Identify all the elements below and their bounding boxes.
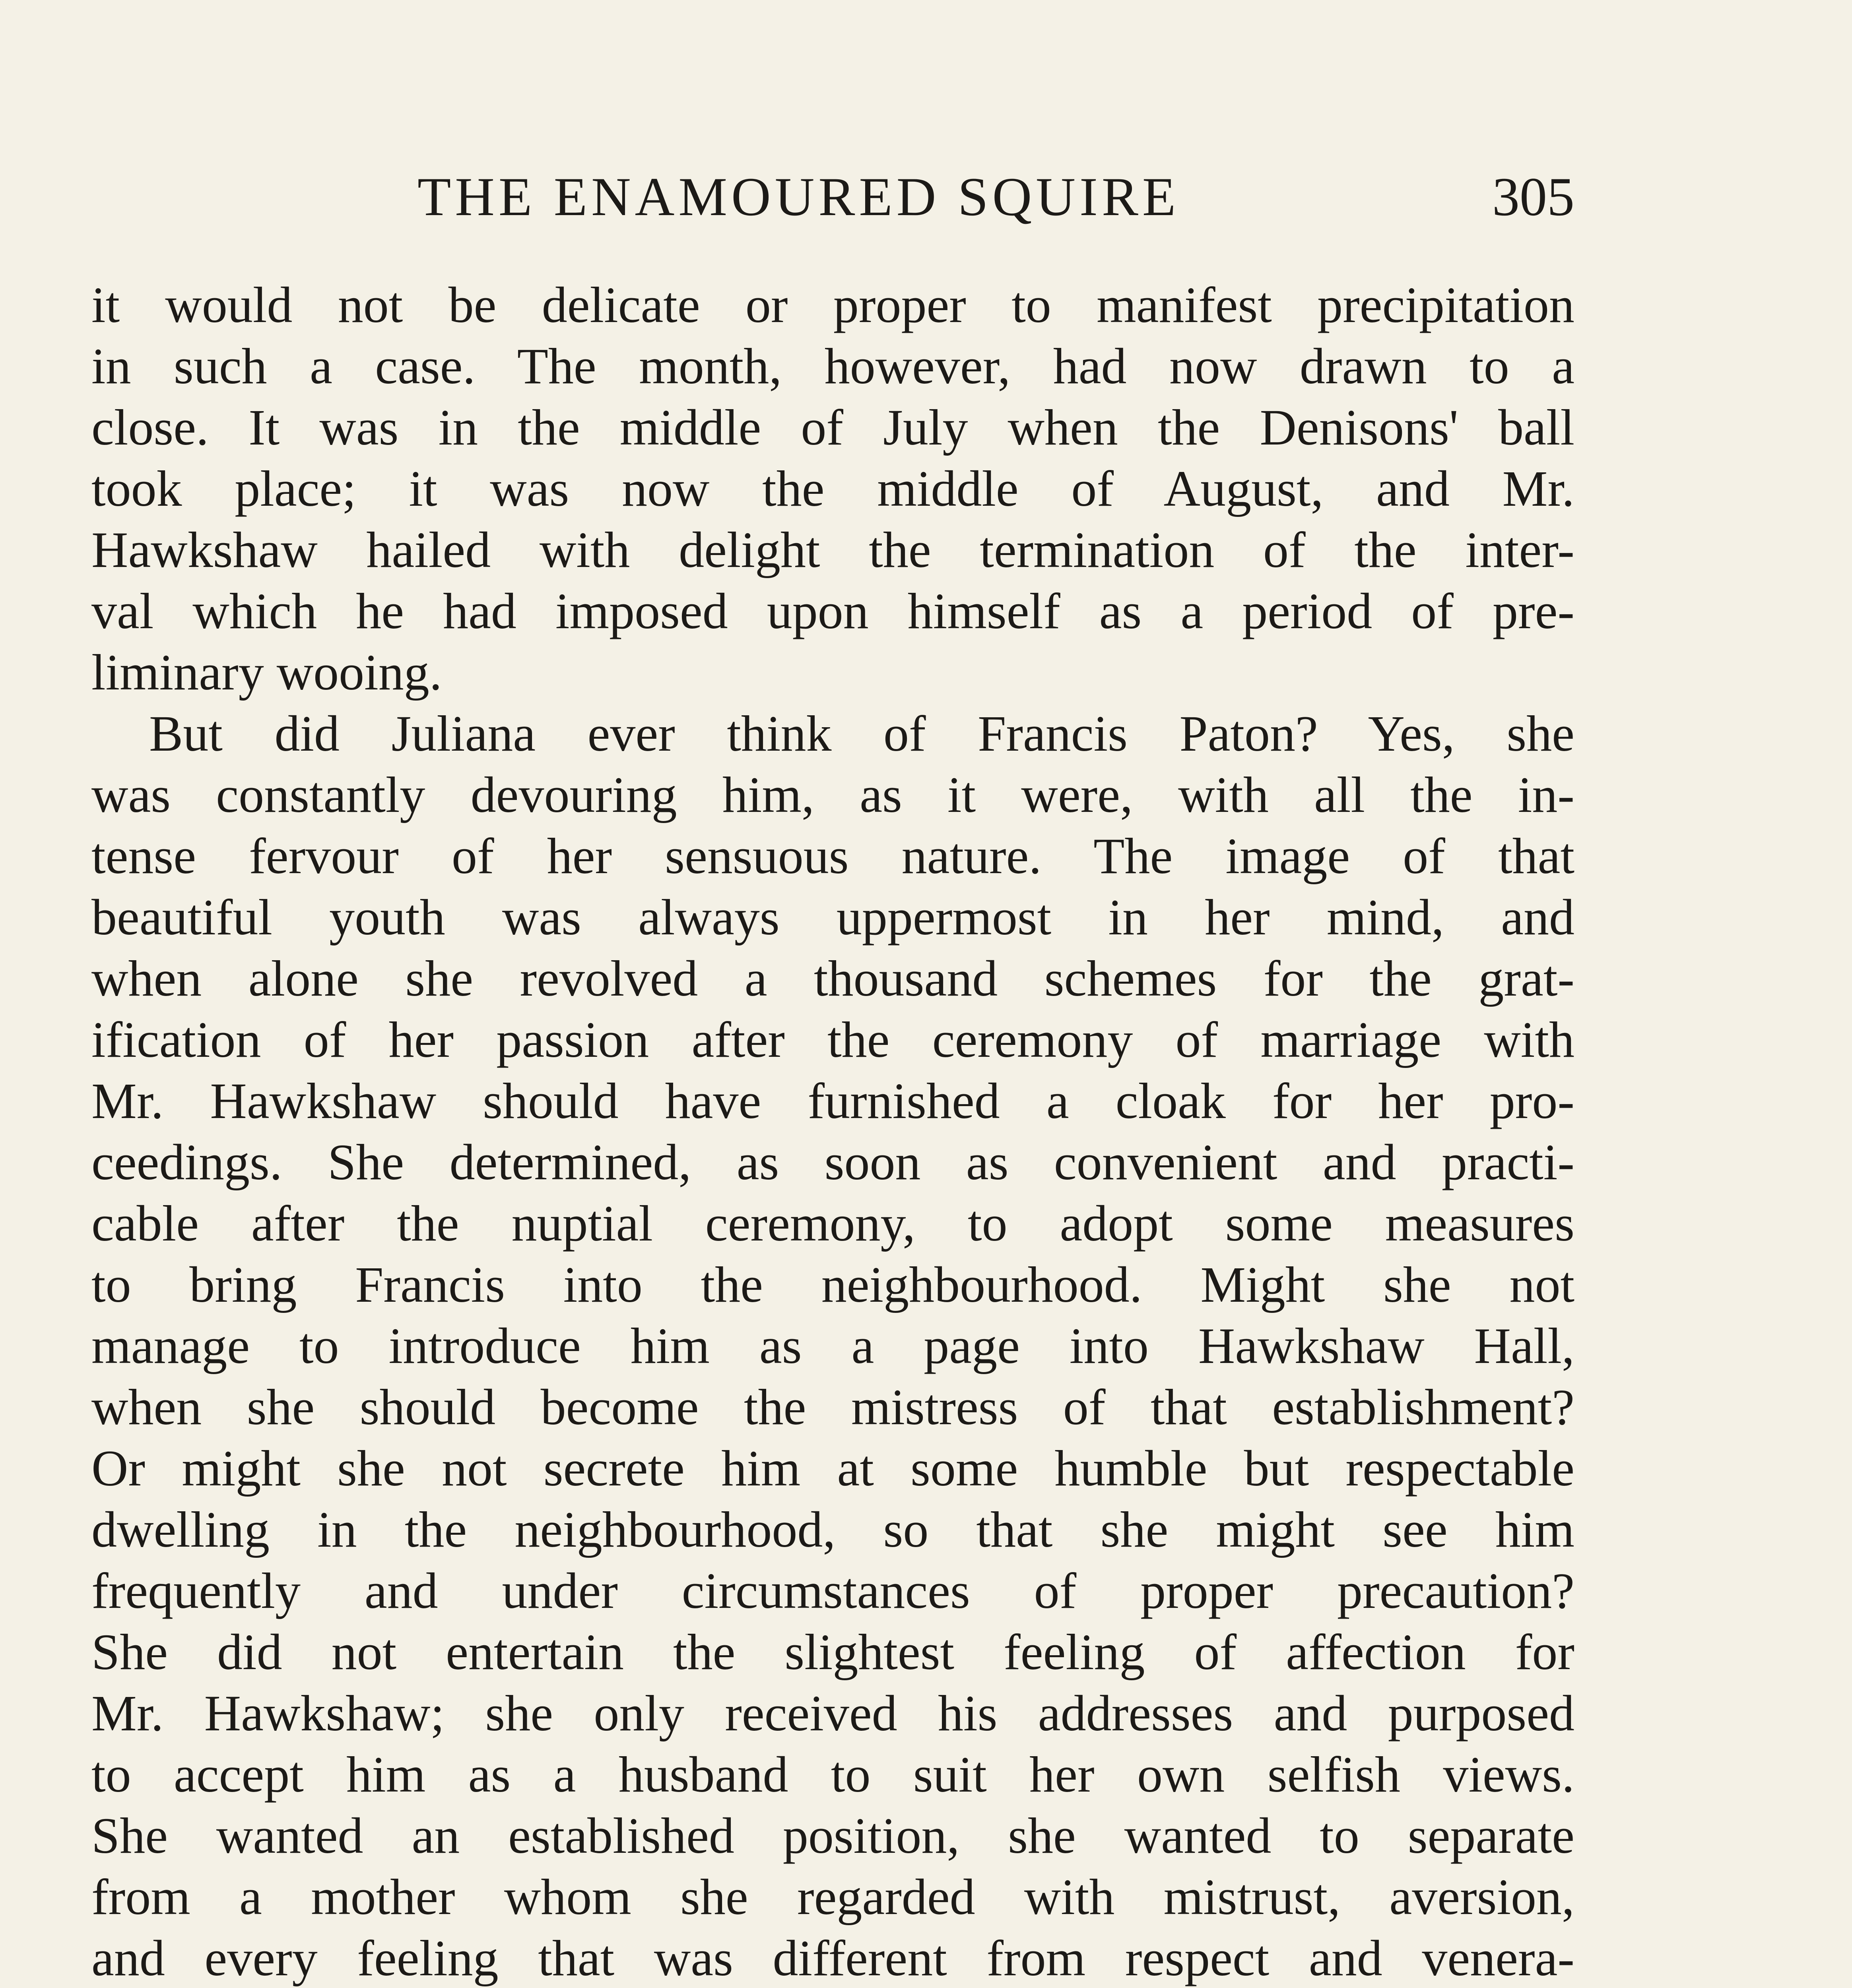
text-line: when alone she revolved a thousand schemes for the grat- bbox=[91, 950, 1574, 1007]
text-line: from a mother whom she regarded with mistrust, aversion, bbox=[91, 1869, 1574, 1925]
text-line: ification of her passion after the ceremony of marriage with bbox=[91, 1011, 1574, 1068]
text-line: liminary wooing. bbox=[91, 644, 442, 701]
body-text bbox=[91, 274, 1574, 1988]
page-number: 305 bbox=[1492, 166, 1574, 227]
text-line: when she should become the mistress of that establishment? bbox=[91, 1379, 1574, 1435]
text-line: to bring Francis into the neighbourhood. Might she not bbox=[91, 1256, 1574, 1313]
text-line: She wanted an established position, she wanted to separate bbox=[91, 1807, 1574, 1864]
text-line: to accept him as a husband to suit her own selfish views. bbox=[91, 1746, 1574, 1803]
text-line: val which he had imposed upon himself as a period of pre- bbox=[91, 583, 1574, 639]
text-line: ceedings. She determined, as soon as convenient and practi- bbox=[91, 1134, 1574, 1190]
text-line: tense fervour of her sensuous nature. The image of that bbox=[91, 828, 1574, 884]
text-line: in such a case. The month, however, had now drawn to a bbox=[91, 338, 1574, 394]
text-line: Mr. Hawkshaw; she only received his addresses and purposed bbox=[91, 1685, 1574, 1741]
text-line: frequently and under circumstances of proper precaution? bbox=[91, 1563, 1574, 1619]
text-line: But did Juliana ever think of Francis Paton? Yes, she bbox=[149, 705, 1574, 762]
text-line: it would not be delicate or proper to manifest precipitation bbox=[91, 277, 1574, 333]
running-header bbox=[91, 161, 1574, 233]
text-line: close. It was in the middle of July when the Denisons' ball bbox=[91, 399, 1574, 456]
text-line: She did not entertain the slightest feeling of affection for bbox=[91, 1624, 1574, 1680]
running-title: THE ENAMOURED SQUIRE bbox=[417, 166, 1180, 227]
text-line: took place; it was now the middle of August, and Mr. bbox=[91, 460, 1574, 517]
text-line: beautiful youth was always uppermost in her mind, and bbox=[91, 889, 1574, 945]
text-line: Hawkshaw hailed with delight the termination of the inter- bbox=[91, 522, 1574, 578]
text-line: was constantly devouring him, as it were, with all the in- bbox=[91, 767, 1574, 823]
text-line: and every feeling that was different from respect and venera- bbox=[91, 1930, 1574, 1986]
text-line: Or might she not secrete him at some humble but respectable bbox=[91, 1440, 1574, 1497]
text-line: cable after the nuptial ceremony, to adopt some measures bbox=[91, 1195, 1574, 1252]
text-line: dwelling in the neighbourhood, so that she might see him bbox=[91, 1501, 1574, 1558]
text-line: manage to introduce him as a page into Hawkshaw Hall, bbox=[91, 1318, 1574, 1374]
text-line: Mr. Hawkshaw should have furnished a cloak for her pro- bbox=[91, 1073, 1574, 1129]
